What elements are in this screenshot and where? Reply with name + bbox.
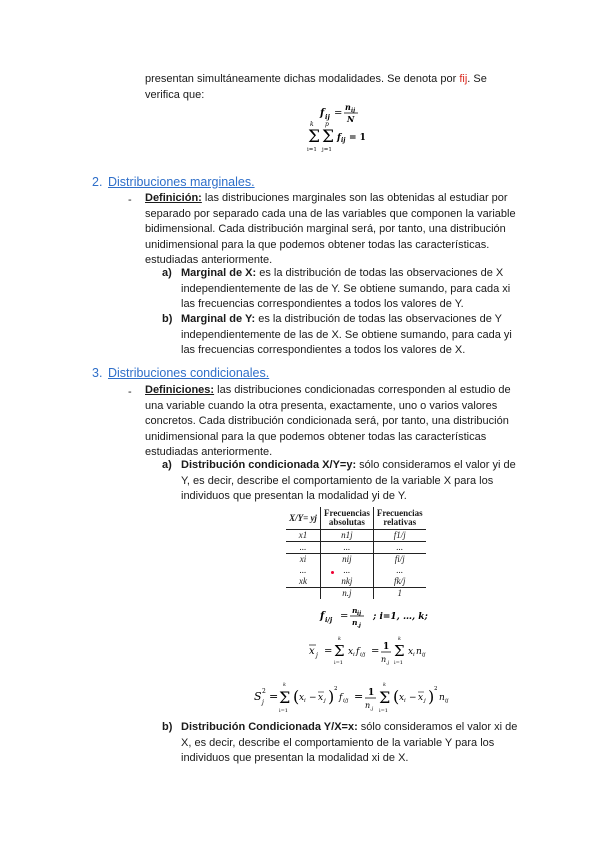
svg-text:j: j <box>324 698 326 704</box>
item-line: X, es decir, describe el comportamiento de la variable Y para los <box>181 736 495 749</box>
def-line: unidimensional para la que podemos obtener todas las características. <box>145 238 490 251</box>
svg-text:n: n <box>439 693 445 703</box>
svg-text:x: x <box>399 693 405 703</box>
svg-text:Σ: Σ <box>334 642 345 660</box>
svg-text:j: j <box>262 699 264 706</box>
definitions-label: Definiciones: <box>145 384 215 396</box>
marginal-y-item <box>162 312 541 359</box>
table-row <box>286 554 426 566</box>
svg-text:ij: ij <box>357 611 362 617</box>
table-header: Frecuencias relativas <box>373 507 425 530</box>
svg-text:N: N <box>347 114 355 124</box>
table-cell: xk <box>286 576 321 588</box>
svg-text:x: x <box>408 647 414 657</box>
item-line: las frecuencias correspondientes a todos los valores de X. <box>181 344 466 356</box>
section-3-number: 3. <box>92 366 103 380</box>
svg-text:x: x <box>318 693 324 703</box>
item-label: b) <box>162 313 173 325</box>
svg-text:n: n <box>345 102 351 112</box>
table-row <box>286 588 426 600</box>
table-cell: xi <box>299 554 307 564</box>
svg-text:p: p <box>325 121 329 128</box>
item-line: las frecuencias correspondientes a todos los valores de Y. <box>181 298 464 310</box>
svg-text:(: ( <box>393 687 400 706</box>
svg-text:=: = <box>354 690 364 703</box>
section-2-definition <box>145 191 545 269</box>
svg-text:(: ( <box>293 687 300 706</box>
svg-text:k: k <box>283 682 287 688</box>
svg-text:ij: ij <box>445 698 449 704</box>
svg-text:f: f <box>337 133 341 143</box>
svg-text:n: n <box>416 647 422 657</box>
conditional-y-item <box>162 720 541 767</box>
svg-text:x: x <box>418 693 424 703</box>
section-3-definition <box>145 383 545 461</box>
svg-text:j: j <box>316 652 318 659</box>
bullet-dash: - <box>128 386 132 398</box>
svg-text:1: 1 <box>383 642 390 652</box>
table-row <box>286 542 426 554</box>
svg-text:=: = <box>371 646 380 657</box>
conditional-mean-formula <box>305 634 455 674</box>
svg-text:Σ: Σ <box>279 688 291 707</box>
svg-text:): ) <box>428 687 435 706</box>
svg-text:; i=1, …, k;: ; i=1, …, k; <box>373 612 428 622</box>
table-cell: ... <box>321 565 374 576</box>
item-line: Y, es decir, describe el comportamiento de la variable X para los <box>181 474 494 487</box>
svg-text:): ) <box>328 687 335 706</box>
svg-text:i/j: i/j <box>360 652 366 658</box>
item-line: independientemente de las de Y. Se obtiene sumando, para cada xi <box>181 282 511 295</box>
svg-text:2: 2 <box>434 686 438 692</box>
svg-text:f: f <box>339 693 343 703</box>
svg-text:=: = <box>269 690 279 703</box>
definition-label: Definición: <box>145 192 202 204</box>
table-cell: fi/j <box>373 554 425 566</box>
svg-text:i: i <box>353 652 355 658</box>
item-line: independientemente de las de X. Se obtiene sumando, para cada yi <box>181 328 512 341</box>
table-cell: nij <box>321 554 374 566</box>
def-line: estudiadas anteriormente. <box>145 254 273 266</box>
marginal-y-title: Marginal de Y: <box>181 313 256 325</box>
svg-text:S: S <box>254 690 262 703</box>
item-line: es la distribución de todas las observaciones de Y <box>255 313 503 325</box>
table-cell: f1/j <box>373 530 425 542</box>
def-line: bidimensional. Cada distribución marginal será, por tanto, una distribución <box>145 223 506 235</box>
svg-text:1: 1 <box>368 688 375 698</box>
svg-text:x: x <box>348 647 354 657</box>
table-cell <box>286 588 321 600</box>
svg-text:ij: ij <box>325 113 330 121</box>
table-cell: n.j <box>321 588 374 600</box>
table-cell: ... <box>373 542 425 554</box>
svg-text:f: f <box>356 647 360 657</box>
item-label: a) <box>162 459 172 471</box>
marginal-x-title: Marginal de X: <box>181 267 257 279</box>
svg-text:k: k <box>383 682 387 688</box>
svg-text:−: − <box>309 693 317 703</box>
svg-text:i: i <box>304 698 306 704</box>
svg-text:j: j <box>424 698 426 704</box>
svg-text:.j: .j <box>370 706 374 712</box>
frequency-table <box>286 507 426 599</box>
bullet-dash: - <box>128 194 132 206</box>
svg-text:i=1: i=1 <box>334 660 343 666</box>
table-row <box>286 565 426 576</box>
item-line: sólo consideramos el valor yi de <box>356 459 516 471</box>
conditional-y-title: Distribución Condicionada Y/X=x: <box>181 721 358 733</box>
svg-text:k: k <box>310 121 314 128</box>
svg-text:f: f <box>320 108 325 119</box>
table-cell: ... <box>373 565 425 576</box>
svg-text:ij: ij <box>422 652 426 658</box>
svg-text:=: = <box>324 646 333 657</box>
marginal-x-item <box>162 266 541 313</box>
red-dot-mark <box>331 571 334 574</box>
svg-text:i: i <box>413 652 415 658</box>
def-line: concretos. Cada distribución condicionada será, por tanto, una distribución <box>145 415 509 427</box>
item-line: es la distribución de todas las observaciones de X <box>256 267 504 279</box>
svg-text:= 1: = 1 <box>349 133 366 143</box>
svg-text:=: = <box>340 611 349 622</box>
def-line: las distribuciones marginales son las obtenidas al estudiar por <box>201 192 508 204</box>
def-line: separado por separado cada una de las variables que componen la variable <box>145 207 516 220</box>
def-line: unidimensional para la que podemos obtener todas las características <box>145 430 487 443</box>
item-line: sólo consideramos el valor xi de <box>357 721 518 733</box>
svg-text:=: = <box>334 108 343 119</box>
def-line: una variable cuando la otra presenta, exactamente, uno o varios valores <box>145 399 498 412</box>
svg-text:2: 2 <box>334 686 338 692</box>
def-line: estudiadas anteriormente. <box>145 446 273 458</box>
svg-text:x: x <box>299 693 305 703</box>
intro-line-2: verifica que: <box>145 88 205 101</box>
svg-text:i: i <box>404 698 406 704</box>
sum-formula <box>306 120 376 160</box>
svg-text:i=1: i=1 <box>394 660 403 666</box>
table-cell: ... <box>299 565 307 575</box>
svg-text:Σ: Σ <box>379 688 391 707</box>
fij-symbol: fij <box>459 73 468 85</box>
table-cell: nkj <box>321 576 374 588</box>
section-2-number: 2. <box>92 175 103 189</box>
svg-text:n: n <box>352 618 358 627</box>
table-header: X/Y= yj <box>286 507 321 530</box>
svg-text:n: n <box>381 655 387 664</box>
conditional-x-item <box>162 458 541 505</box>
svg-text:k: k <box>398 636 402 642</box>
table-row <box>286 576 426 588</box>
svg-text:f: f <box>320 611 325 622</box>
intro-line-1: presentan simultáneamente dichas modalidades. Se denota por <box>145 73 460 85</box>
section-3-heading <box>92 366 269 380</box>
table-cell: 1 <box>373 588 425 600</box>
svg-text:ij: ij <box>341 137 346 144</box>
table-cell: ... <box>286 542 321 554</box>
svg-text:i/j: i/j <box>325 616 333 624</box>
section-3-title: Distribuciones condicionales. <box>108 366 270 380</box>
svg-text:j=1: j=1 <box>322 147 332 153</box>
svg-text:k: k <box>338 636 342 642</box>
svg-text:Σ: Σ <box>394 642 405 660</box>
table-header: Frecuencias absolutas <box>321 507 374 530</box>
svg-text:Σ: Σ <box>308 127 321 147</box>
conditional-variance-formula <box>252 680 472 720</box>
conditional-x-title: Distribución condicionada X/Y=y: <box>181 459 357 471</box>
svg-text:i=1: i=1 <box>379 708 388 714</box>
conditional-frequency-formula <box>318 604 448 634</box>
section-2-heading <box>92 175 255 189</box>
table-cell: ... <box>321 542 374 554</box>
table-row <box>286 530 426 542</box>
def-line: las distribuciones condicionadas corresponden al estudio de <box>214 384 511 396</box>
svg-text:i=1: i=1 <box>279 708 288 714</box>
table-cell: n1j <box>321 530 374 542</box>
svg-text:i=1: i=1 <box>307 147 317 153</box>
section-2-title: Distribuciones marginales. <box>108 175 255 189</box>
svg-text:−: − <box>409 693 417 703</box>
svg-text:n: n <box>365 701 371 710</box>
svg-text:Σ: Σ <box>322 127 335 147</box>
table-cell: fk/j <box>373 576 425 588</box>
svg-text:n: n <box>352 606 358 615</box>
item-line: individuos que presentan la modalidad yi de Y. <box>181 490 407 502</box>
svg-text:.j: .j <box>386 660 390 666</box>
item-label: a) <box>162 267 172 279</box>
svg-text:2: 2 <box>262 688 266 695</box>
svg-text:.j: .j <box>357 623 361 629</box>
svg-text:ij: ij <box>351 108 356 114</box>
item-line: individuos que presentan la modalidad xi de X. <box>181 752 409 764</box>
table-cell: x1 <box>286 530 321 542</box>
svg-text:i/j: i/j <box>343 698 349 704</box>
item-label: b) <box>162 721 173 733</box>
intro-line-1-end: . Se <box>467 73 487 85</box>
svg-text:x: x <box>309 646 315 657</box>
